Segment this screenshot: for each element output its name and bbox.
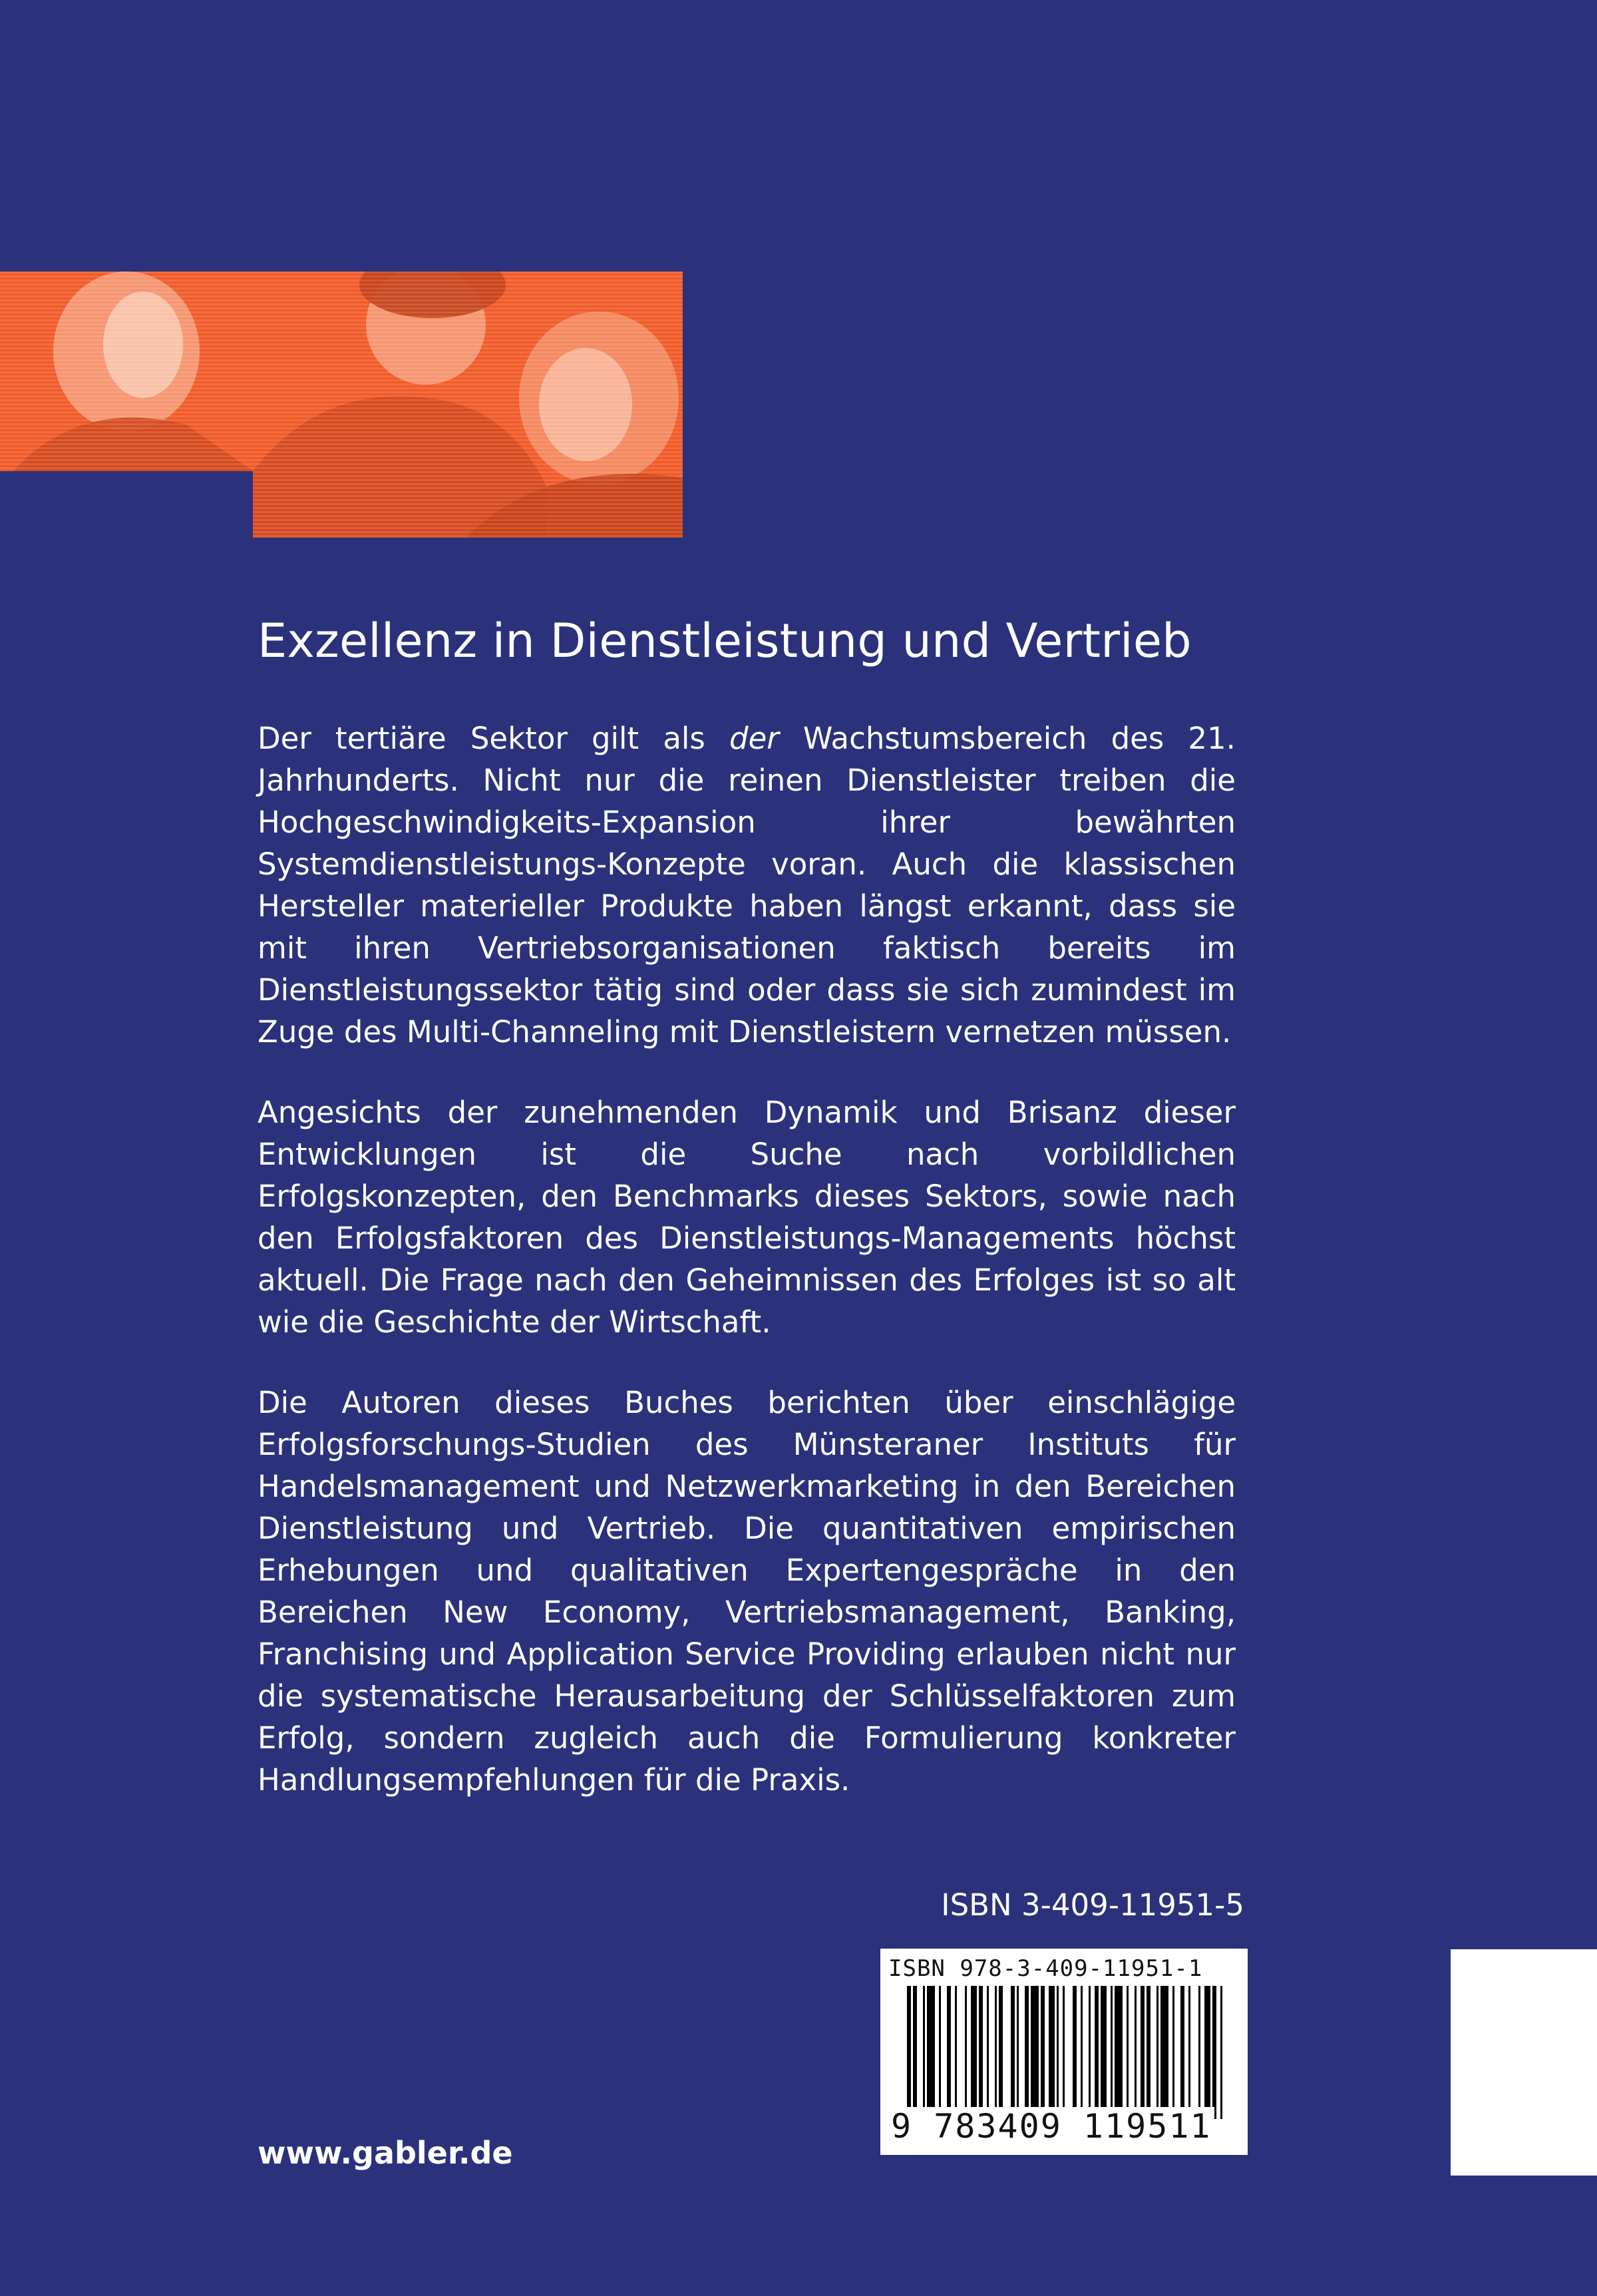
barcode-bar <box>1135 1986 1137 2119</box>
barcode-bar <box>1031 1986 1039 2119</box>
barcode-bar <box>1011 1986 1015 2119</box>
book-title: Exzellenz in Dienstleistung und Vertrieb <box>258 614 1192 668</box>
barcode-bar <box>1188 1986 1190 2119</box>
price-label-area <box>1451 1949 1597 2176</box>
barcode-bar <box>965 1986 967 2119</box>
barcode-bar <box>987 1986 989 2119</box>
barcode-bar <box>979 1986 983 2119</box>
isbn-10: ISBN 3-409-11951-5 <box>941 1887 1244 1923</box>
blurb-paragraph-2: Angesichts der zunehmenden Dynamik und Brisanz dieser Entwicklungen ist die Suche nach vorbildlichen Erfolgskonzepten, den Benchmarks dieses Sektors, sowie nach den Erfolgsfaktoren des Dienstleistungs-Managements höchst aktuell. Die Frage nach den Geheimnissen des Erfolges ist so alt wie die Geschichte der Wirtschaft. <box>258 1095 1236 1340</box>
barcode-bar <box>1073 1986 1077 2119</box>
barcode-bar <box>999 1986 1003 2119</box>
isbn-13: ISBN 978-3-409-11951-1 <box>888 1955 1203 1982</box>
barcode-bar <box>1025 1986 1029 2119</box>
barcode-bar <box>1180 1986 1184 2119</box>
barcode-bar <box>1156 1986 1158 2119</box>
barcode-bar <box>1111 1986 1113 2119</box>
barcode-bar <box>927 1986 935 2119</box>
barcode-bar <box>1147 1986 1151 2119</box>
barcode-bar <box>1115 1986 1123 2119</box>
barcode-bar <box>1017 1986 1019 2119</box>
business-people-photo <box>0 272 683 538</box>
barcode-bar <box>1172 1986 1174 2119</box>
barcode-bar <box>1141 1986 1145 2119</box>
barcode-bar <box>1127 1986 1129 2119</box>
blurb-paragraph-1-emphasis: der <box>729 721 779 756</box>
blurb-paragraph-3: Die Autoren dieses Buches berichten über einschlägige Erfolgsforschungs-Studien des Münsteraner Instituts für Handelsmanagement und Netzwerkmarketing in den Bereichen Dienstleistung und Vertrieb. Die quantitativen empirischen Erhebungen und qualitativen Expertengespräche in den Bereichen New Economy, Vertriebsmanagement, Banking, Franchising und Application Service Providing erlauben nicht nur die systematische Herausarbeitung der Schlüsselfaktoren zum Erfolg, sondern zugleich auch die Formulierung konkreter Handlungsempfehlungen für die Praxis. <box>258 1385 1236 1798</box>
barcode-bar <box>1204 1986 1210 2119</box>
barcode-bar <box>1212 1986 1216 2119</box>
barcode-label <box>880 1949 1248 2155</box>
blurb-paragraph-1 <box>258 717 1236 1053</box>
blurb-paragraph-1-start: Der tertiäre Sektor gilt als <box>258 721 729 756</box>
barcode-bar <box>971 1986 977 2119</box>
blurb-text <box>258 717 1236 1839</box>
barcode-bar <box>1160 1986 1168 2119</box>
blurb-paragraph-1-rest: Wachstumsbereich des 21. Jahrhunderts. Nicht nur die reinen Dienstleister treiben die Hochgeschwindigkeits-Expansion ihrer bewährten Systemdienstleistungs-Konzepte voran. Auch die klassischen Hersteller materieller Produkte haben längst erkannt, dass sie mit ihren Vertriebsorganisationen faktisch bereits im Dienstleistungssektor tätig sind oder dass sie sich zumindest im Zuge des Multi-Channeling mit Dienstleistern vernetzen müssen. <box>258 721 1236 1050</box>
barcode-bar <box>1220 1986 1222 2119</box>
barcode-bar <box>1049 1986 1055 2119</box>
publisher-website: www.gabler.de <box>258 2135 513 2171</box>
barcode-bar <box>907 1986 911 2119</box>
barcode-bar <box>1089 1986 1091 2119</box>
barcode-bar <box>1095 1986 1099 2119</box>
ean-digits: 9 783409 119511 <box>888 2107 1214 2146</box>
barcode-bar <box>1041 1986 1045 2119</box>
barcode-bar <box>1057 1986 1059 2119</box>
barcode-bar <box>947 1986 951 2119</box>
cover-photo <box>0 272 683 538</box>
barcode-bar <box>1063 1986 1065 2119</box>
barcode-bar <box>995 1986 997 2119</box>
barcode-bar <box>1081 1986 1083 2119</box>
barcode-bar <box>1101 1986 1107 2119</box>
barcode-bar <box>955 1986 957 2119</box>
barcode-bar <box>1198 1986 1200 2119</box>
barcode-bar <box>913 1986 917 2119</box>
ean-barcode <box>887 1986 1241 2119</box>
barcode-bar <box>923 1986 925 2119</box>
barcode-bar <box>939 1986 941 2119</box>
